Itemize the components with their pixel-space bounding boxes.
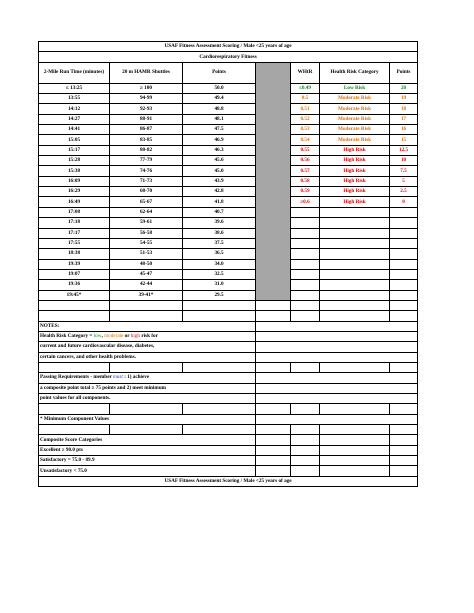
- minimum-values-note: [39, 414, 256, 424]
- table-row: [39, 156, 418, 166]
- whtr-cell: 0.55: [291, 145, 320, 155]
- empty-cell: [320, 404, 390, 414]
- empty-cell: [256, 321, 418, 331]
- passing-requirements-note: [39, 373, 256, 383]
- empty-row: [39, 362, 418, 372]
- empty-cell: [291, 218, 320, 228]
- risk-cell: Moderate Risk: [320, 125, 390, 135]
- header-run: 2-Mile Run Time (minutes): [39, 62, 110, 83]
- empty-cell: [390, 456, 418, 466]
- empty-cell: [110, 362, 183, 372]
- hamr-cell: 80-82: [110, 145, 183, 155]
- table-footer: USAF Fitness Assessment Scoring / Male <25 years of age: [39, 476, 418, 486]
- empty-cell: [291, 269, 320, 279]
- table-row: [39, 83, 418, 93]
- table-row: [39, 228, 418, 238]
- empty-cell: [39, 404, 110, 414]
- hamr-cell: 83-85: [110, 135, 183, 145]
- empty-cell: [256, 331, 418, 341]
- empty-cell: [291, 435, 320, 445]
- empty-cell: [320, 228, 390, 238]
- risk-points-cell: 16: [390, 125, 418, 135]
- run-points-cell: 47.5: [183, 125, 256, 135]
- empty-cell: [390, 238, 418, 248]
- hamr-cell: 86-87: [110, 125, 183, 135]
- whtr-cell: 0.57: [291, 166, 320, 176]
- empty-cell: [291, 290, 320, 300]
- table-row: [39, 176, 418, 186]
- risk-points-cell: 7.5: [390, 166, 418, 176]
- run-time-cell: 15:17: [39, 145, 110, 155]
- hamr-cell: 62-64: [110, 207, 183, 217]
- empty-cell: [291, 311, 320, 321]
- hamr-cell: 74-76: [110, 166, 183, 176]
- run-time-cell: 14:27: [39, 114, 110, 124]
- composite-excellent: [39, 445, 256, 455]
- empty-cell: [320, 280, 390, 290]
- empty-cell: [256, 445, 291, 455]
- risk-cell: Moderate Risk: [320, 114, 390, 124]
- notes-row: [39, 394, 418, 404]
- run-time-cell: 16:09: [39, 176, 110, 186]
- hamr-cell: 94-99: [110, 94, 183, 104]
- run-points-cell: 42.8: [183, 187, 256, 197]
- notes-row: [39, 352, 418, 362]
- health-risk-note: [39, 331, 256, 341]
- empty-cell: [256, 404, 291, 414]
- empty-cell: [183, 425, 256, 435]
- run-time-cell: 19:45*: [39, 290, 110, 300]
- empty-row: [39, 311, 418, 321]
- notes-text: ,: [101, 333, 105, 340]
- table-row: [39, 207, 418, 217]
- table-row: [39, 104, 418, 114]
- empty-cell: [256, 425, 291, 435]
- table-row: [39, 269, 418, 279]
- empty-cell: [183, 404, 256, 414]
- header-risk: Health Risk Category: [320, 62, 390, 83]
- empty-cell: [390, 249, 418, 259]
- empty-cell: [320, 445, 390, 455]
- risk-points-cell: 15: [390, 135, 418, 145]
- empty-cell: [320, 456, 390, 466]
- notes-text: Satisfactory = 75.0 - 89.9: [40, 457, 95, 464]
- empty-cell: [256, 300, 291, 310]
- run-points-cell: 37.5: [183, 238, 256, 248]
- risk-cell: High Risk: [320, 176, 390, 186]
- run-points-cell: 41.8: [183, 197, 256, 207]
- empty-row: [39, 404, 418, 414]
- whtr-cell: 0.54: [291, 135, 320, 145]
- whtr-cell: 0.56: [291, 156, 320, 166]
- header-risk-points: Points: [390, 62, 418, 83]
- run-time-cell: 19:07: [39, 269, 110, 279]
- whtr-cell: 0.51: [291, 104, 320, 114]
- empty-cell: [320, 269, 390, 279]
- empty-cell: [39, 311, 110, 321]
- notes-row: [39, 321, 418, 331]
- empty-cell: [320, 238, 390, 248]
- empty-cell: [320, 435, 390, 445]
- run-time-cell: 19:39: [39, 259, 110, 269]
- empty-cell: [390, 269, 418, 279]
- risk-points-cell: 20: [390, 83, 418, 93]
- empty-cell: [291, 249, 320, 259]
- empty-cell: [256, 362, 291, 372]
- empty-cell: [320, 259, 390, 269]
- run-time-cell: 16:49: [39, 197, 110, 207]
- notes-text: Passing Requirements - member: [40, 374, 114, 381]
- run-points-cell: 32.5: [183, 269, 256, 279]
- notes-text: must: [113, 374, 123, 381]
- run-time-cell: ≤ 13:25: [39, 83, 110, 93]
- empty-cell: [320, 425, 390, 435]
- notes-row: [39, 331, 418, 341]
- run-points-cell: 36.5: [183, 249, 256, 259]
- empty-cell: [320, 311, 390, 321]
- table-title: USAF Fitness Assessment Scoring / Male <25 years of age: [39, 42, 418, 52]
- notes-text: low: [93, 333, 102, 340]
- notes-text: Composite Score Categories: [40, 436, 103, 443]
- empty-cell: [256, 456, 291, 466]
- run-time-cell: 15:05: [39, 135, 110, 145]
- composite-unsatisfactory: [39, 466, 256, 476]
- empty-cell: [39, 300, 110, 310]
- risk-cell: Low Risk: [320, 83, 390, 93]
- table-row: [39, 166, 418, 176]
- empty-cell: [256, 394, 418, 404]
- notes-text: Health Risk Category =: [40, 333, 94, 340]
- run-time-cell: 19:36: [39, 280, 110, 290]
- notes-text: or: [123, 333, 131, 340]
- empty-cell: [183, 300, 256, 310]
- whtr-cell: 0.52: [291, 114, 320, 124]
- empty-row: [39, 425, 418, 435]
- empty-cell: [291, 456, 320, 466]
- run-time-cell: 17:08: [39, 207, 110, 217]
- run-time-cell: 14:12: [39, 104, 110, 114]
- notes-text: Unsatisfactory < 75.0: [40, 467, 87, 474]
- empty-cell: [390, 466, 418, 476]
- empty-cell: [390, 445, 418, 455]
- empty-cell: [390, 228, 418, 238]
- risk-cell: High Risk: [320, 156, 390, 166]
- run-time-cell: 15:38: [39, 166, 110, 176]
- run-points-cell: 34.0: [183, 259, 256, 269]
- empty-cell: [256, 373, 418, 383]
- run-points-cell: 31.0: [183, 280, 256, 290]
- risk-cell: Moderate Risk: [320, 94, 390, 104]
- hamr-cell: 65-67: [110, 197, 183, 207]
- risk-cell: Moderate Risk: [320, 135, 390, 145]
- run-points-cell: 45.0: [183, 166, 256, 176]
- empty-cell: [390, 435, 418, 445]
- whtr-cell: 0.5: [291, 94, 320, 104]
- notes-text: : 1) achieve: [122, 374, 150, 381]
- empty-cell: [256, 414, 418, 424]
- empty-cell: [320, 207, 390, 217]
- empty-cell: [291, 425, 320, 435]
- hamr-cell: 51-53: [110, 249, 183, 259]
- run-time-cell: 16:29: [39, 187, 110, 197]
- composite-title: [39, 435, 256, 445]
- table-row: [39, 145, 418, 155]
- risk-cell: High Risk: [320, 166, 390, 176]
- hamr-cell: 77-79: [110, 156, 183, 166]
- empty-cell: [390, 404, 418, 414]
- notes-row: [39, 383, 418, 393]
- hamr-cell: 54-55: [110, 238, 183, 248]
- notes-row: [39, 435, 418, 445]
- empty-cell: [291, 207, 320, 217]
- table-row: [39, 114, 418, 124]
- whtr-cell: ≥0.6: [291, 197, 320, 207]
- run-points-cell: 29.5: [183, 290, 256, 300]
- notes-text: current and future cardiovascular disease, diabetes,: [40, 343, 155, 350]
- run-points-cell: 46.9: [183, 135, 256, 145]
- notes-text: a composite point total ≥ 75 points and 2) meet minimum: [40, 384, 166, 391]
- notes-row: [39, 445, 418, 455]
- notes-row: [39, 456, 418, 466]
- risk-points-cell: 2.5: [390, 187, 418, 197]
- empty-cell: [291, 404, 320, 414]
- run-points-cell: 50.0: [183, 83, 256, 93]
- header-whtr: WHtR: [291, 62, 320, 83]
- whtr-cell: 0.59: [291, 187, 320, 197]
- risk-cell: Moderate Risk: [320, 104, 390, 114]
- run-points-cell: 49.4: [183, 94, 256, 104]
- empty-cell: [390, 280, 418, 290]
- hamr-cell: 45-47: [110, 269, 183, 279]
- hamr-cell: 92-93: [110, 104, 183, 114]
- run-points-cell: 39.6: [183, 218, 256, 228]
- risk-points-cell: 19: [390, 94, 418, 104]
- empty-cell: [256, 383, 418, 393]
- empty-cell: [256, 342, 418, 352]
- notes-text: point values for all components.: [40, 395, 111, 402]
- hamr-cell: ≥ 100: [110, 83, 183, 93]
- empty-cell: [256, 435, 291, 445]
- notes-text: Excellent ≥ 90.0 pts: [40, 446, 83, 453]
- health-risk-note: [39, 352, 256, 362]
- hamr-cell: 68-70: [110, 187, 183, 197]
- empty-cell: [390, 207, 418, 217]
- risk-points-cell: 17: [390, 114, 418, 124]
- run-time-cell: 18:38: [39, 249, 110, 259]
- empty-cell: [39, 362, 110, 372]
- empty-cell: [291, 362, 320, 372]
- empty-cell: [110, 425, 183, 435]
- run-time-cell: 17:55: [39, 238, 110, 248]
- composite-satisfactory: [39, 456, 256, 466]
- empty-cell: [390, 259, 418, 269]
- empty-cell: [110, 300, 183, 310]
- empty-cell: [320, 218, 390, 228]
- run-time-cell: 17:18: [39, 218, 110, 228]
- risk-cell: High Risk: [320, 145, 390, 155]
- empty-cell: [256, 352, 418, 362]
- table-row: [39, 218, 418, 228]
- table-row: [39, 259, 418, 269]
- footer-row: [39, 476, 418, 486]
- empty-cell: [390, 425, 418, 435]
- notes-row: [39, 373, 418, 383]
- empty-cell: [390, 218, 418, 228]
- run-points-cell: 48.8: [183, 104, 256, 114]
- run-points-cell: 40.7: [183, 207, 256, 217]
- whtr-cell: 0.58: [291, 176, 320, 186]
- run-points-cell: 43.9: [183, 176, 256, 186]
- health-risk-note: [39, 342, 256, 352]
- empty-cell: [390, 311, 418, 321]
- passing-requirements-note: [39, 383, 256, 393]
- empty-cell: [110, 311, 183, 321]
- run-time-cell: 17:17: [39, 228, 110, 238]
- hamr-cell: 48-50: [110, 259, 183, 269]
- scoring-table: [38, 41, 418, 487]
- table-row: [39, 187, 418, 197]
- run-time-cell: 14:41: [39, 125, 110, 135]
- run-points-cell: 45.6: [183, 156, 256, 166]
- empty-cell: [390, 300, 418, 310]
- table-row: [39, 249, 418, 259]
- notes-row: [39, 414, 418, 424]
- gray-spacer-column: [256, 62, 291, 300]
- hamr-cell: 56-58: [110, 228, 183, 238]
- notes-row: [39, 342, 418, 352]
- hamr-cell: 39-41*: [110, 290, 183, 300]
- empty-cell: [39, 425, 110, 435]
- whtr-cell: ≤0.49: [291, 83, 320, 93]
- empty-cell: [256, 311, 291, 321]
- risk-points-cell: 12.5: [390, 145, 418, 155]
- hamr-cell: 88-91: [110, 114, 183, 124]
- empty-cell: [320, 290, 390, 300]
- empty-cell: [291, 280, 320, 290]
- empty-cell: [291, 445, 320, 455]
- hamr-cell: 42-44: [110, 280, 183, 290]
- empty-cell: [390, 362, 418, 372]
- whtr-cell: 0.53: [291, 125, 320, 135]
- risk-points-cell: 10: [390, 156, 418, 166]
- section-title: Cardiorespiratory Fitness: [39, 52, 418, 62]
- run-time-cell: 13:55: [39, 94, 110, 104]
- table-row: [39, 135, 418, 145]
- notes-text: certain cancers, and other health problems.: [40, 353, 136, 360]
- table-row: [39, 238, 418, 248]
- table-row: [39, 94, 418, 104]
- passing-requirements-note: [39, 394, 256, 404]
- empty-cell: [390, 290, 418, 300]
- empty-cell: [320, 300, 390, 310]
- run-points-cell: 38.6: [183, 228, 256, 238]
- empty-cell: [291, 259, 320, 269]
- empty-cell: [291, 238, 320, 248]
- run-time-cell: 15:28: [39, 156, 110, 166]
- header-hamr: 20 m HAMR Shuttles: [110, 62, 183, 83]
- hamr-cell: 59-61: [110, 218, 183, 228]
- empty-cell: [320, 362, 390, 372]
- empty-cell: [183, 311, 256, 321]
- table-row: [39, 125, 418, 135]
- table-row: [39, 290, 418, 300]
- risk-points-cell: 18: [390, 104, 418, 114]
- notes-row: [39, 466, 418, 476]
- risk-points-cell: 0: [390, 197, 418, 207]
- empty-cell: [291, 466, 320, 476]
- risk-points-cell: 5: [390, 176, 418, 186]
- notes-text: NOTES:: [40, 322, 60, 329]
- empty-cell: [291, 228, 320, 238]
- run-points-cell: 46.3: [183, 145, 256, 155]
- empty-row: [39, 300, 418, 310]
- hamr-cell: 71-73: [110, 176, 183, 186]
- empty-cell: [320, 466, 390, 476]
- empty-cell: [291, 300, 320, 310]
- notes-text: * Minimum Component Values: [40, 415, 110, 422]
- empty-cell: [320, 249, 390, 259]
- risk-cell: High Risk: [320, 187, 390, 197]
- empty-cell: [183, 362, 256, 372]
- table-row: [39, 197, 418, 207]
- run-points-cell: 48.1: [183, 114, 256, 124]
- table-row: [39, 280, 418, 290]
- notes-label: [39, 321, 256, 331]
- empty-cell: [110, 404, 183, 414]
- header-points: Points: [183, 62, 256, 83]
- notes-text: moderate: [104, 333, 124, 340]
- notes-text: risk for: [140, 333, 158, 340]
- empty-cell: [256, 466, 291, 476]
- risk-cell: High Risk: [320, 197, 390, 207]
- notes-text: high: [130, 333, 141, 340]
